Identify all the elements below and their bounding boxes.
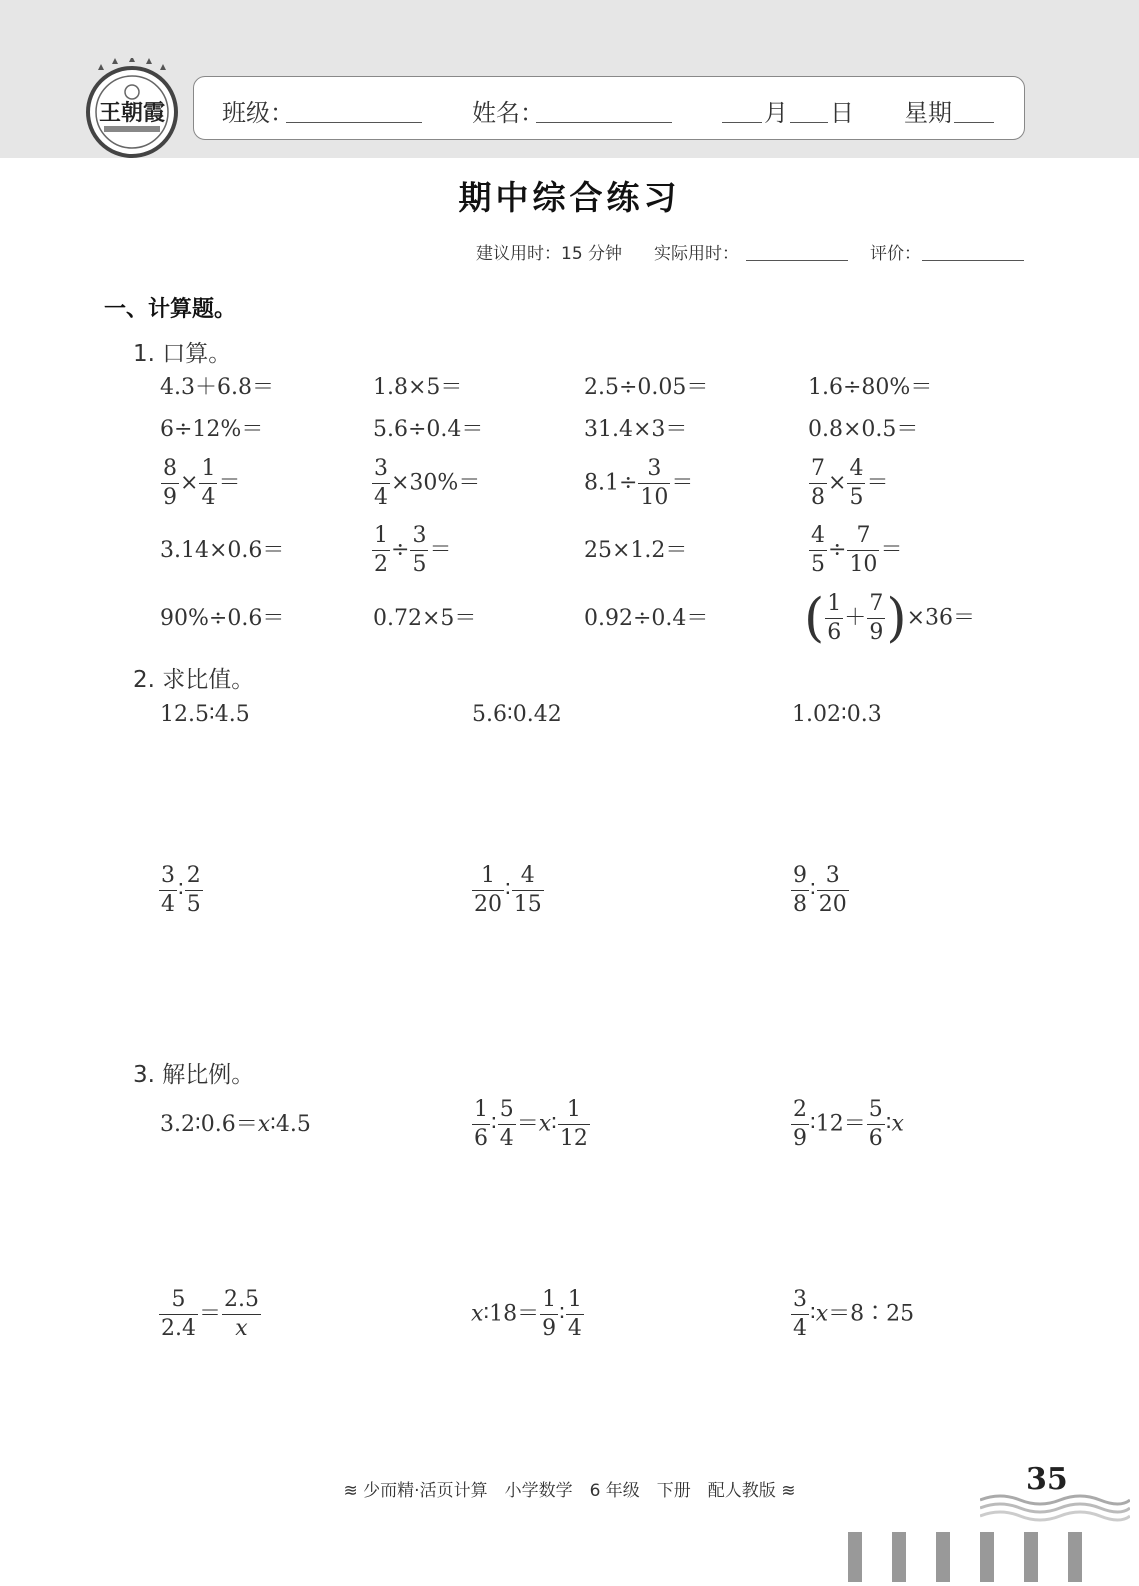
week-label: 星期 [904, 99, 952, 127]
expr-4-4: $\frac{4}{5}$ ÷ $\frac{7}{10}$ ＝ [811, 523, 903, 577]
fraction: $\frac{7}{8}$ [811, 456, 825, 510]
section-title: 一、计算题。 [104, 297, 237, 322]
proportion-4: $\frac{5}{2.4}$ ＝ $\frac{2.5}{x}$ [161, 1287, 260, 1341]
expr-5-4: ( $\frac{1}{6}$ ＋ $\frac{7}{9}$ )×36＝ [804, 588, 976, 649]
ratio-6: $\frac{9}{8}$ ∶ $\frac{3}{20}$ [793, 863, 847, 917]
fraction: $\frac{4}{5}$ [849, 456, 864, 510]
ratio-4: $\frac{3}{4}$ ∶ $\frac{2}{5}$ [161, 863, 201, 917]
proportion-6: $\frac{3}{4}$ ∶x＝8∶25 [793, 1287, 915, 1341]
expr-2-3: 31.4×3＝ [584, 417, 688, 442]
ratio-5: $\frac{1}{20}$ ∶ $\frac{4}{15}$ [474, 863, 542, 917]
fraction: $\frac{9}{8}$ [793, 863, 807, 917]
fraction: $\frac{1}{2}$ [374, 523, 388, 577]
name-label: 姓名： [472, 99, 544, 127]
fraction: $\frac{3}{5}$ [412, 523, 427, 577]
fraction: $\frac{1}{4}$ [567, 1287, 582, 1341]
fraction: $\frac{2}{5}$ [186, 863, 201, 917]
expr-1-1: 4.3＋6.8＝ [160, 375, 274, 400]
class-label: 班级： [222, 99, 294, 127]
part2-title: 2. 求比值。 [133, 667, 255, 693]
fraction: $\frac{7}{9}$ [869, 591, 884, 645]
proportion-3: $\frac{2}{9}$ ∶12＝ $\frac{5}{6}$ ∶x [793, 1097, 904, 1151]
rating-label: 评价： [870, 244, 921, 264]
fraction: $\frac{3}{4}$ [793, 1287, 807, 1341]
expr-5-3: 0.92÷0.4＝ [584, 606, 709, 631]
expr-3-1: $\frac{8}{9}$ × $\frac{1}{4}$ ＝ [163, 456, 241, 510]
fraction: $\frac{1}{4}$ [201, 456, 216, 510]
fraction: $\frac{2}{9}$ [793, 1097, 807, 1151]
expr-5-1: 90%÷0.6＝ [160, 606, 285, 631]
expr-4-1: 3.14×0.6＝ [160, 538, 285, 563]
fraction: $\frac{1}{6}$ [474, 1097, 488, 1151]
fraction: $\frac{3}{4}$ [161, 863, 175, 917]
expr-3-4: $\frac{7}{8}$ × $\frac{4}{5}$ ＝ [811, 456, 889, 510]
part3-title: 3. 解比例。 [133, 1062, 255, 1088]
expr-5-2: 0.72×5＝ [373, 606, 477, 631]
expr-3-2: $\frac{3}{4}$ ×30%＝ [374, 456, 481, 510]
page-number: 35 [1026, 1462, 1068, 1497]
day-blank[interactable] [790, 122, 828, 123]
class-blank[interactable] [286, 122, 422, 123]
fraction: $\frac{3}{10}$ [640, 456, 669, 510]
fraction: $\frac{4}{5}$ [811, 523, 825, 577]
brand-logo [84, 58, 180, 158]
actual-time-blank[interactable] [746, 260, 848, 261]
expr-2-4: 0.8×0.5＝ [808, 417, 919, 442]
fraction: $\frac{1}{20}$ [474, 863, 502, 917]
suggested-time: 建议用时：15 分钟 [476, 244, 623, 264]
fraction: $\frac{5}{4}$ [499, 1097, 514, 1151]
fraction: $\frac{5}{6}$ [868, 1097, 883, 1151]
month-blank[interactable] [722, 122, 762, 123]
expr-3-3: 8.1÷ $\frac{3}{10}$ ＝ [584, 456, 694, 510]
proportion-1: 3.2∶0.6＝x∶4.5 [160, 1112, 311, 1137]
fraction: $\frac{8}{9}$ [163, 456, 177, 510]
proportion-5: x∶18＝ $\frac{1}{9}$ ∶ $\frac{1}{4}$ [471, 1287, 582, 1341]
month-label: 月 [764, 99, 788, 127]
expr-4-3: 25×1.2＝ [584, 538, 688, 563]
expr-1-2: 1.8×5＝ [373, 375, 463, 400]
fraction: $\frac{3}{4}$ [374, 456, 388, 510]
fraction: $\frac{2.5}{x}$ [224, 1287, 260, 1341]
expr-2-1: 6÷12%＝ [160, 417, 264, 442]
student-info-box [193, 76, 1025, 140]
name-blank[interactable] [536, 122, 672, 123]
proportion-2: $\frac{1}{6}$ ∶ $\frac{5}{4}$ ＝x∶ $\frac{1}{12}$ [474, 1097, 588, 1151]
expr-2-2: 5.6÷0.4＝ [373, 417, 484, 442]
part1-title: 1. 口算。 [133, 341, 232, 367]
fraction: $\frac{7}{10}$ [849, 523, 878, 577]
logo-text: 王朝霞 [98, 100, 166, 126]
fraction: $\frac{4}{15}$ [513, 863, 542, 917]
actual-time-label: 实际用时： [654, 244, 739, 264]
ratio-1: 12.5∶4.5 [160, 702, 250, 727]
week-blank[interactable] [954, 122, 994, 123]
expr-1-4: 1.6÷80%＝ [808, 375, 933, 400]
day-label: 日 [830, 99, 854, 127]
rating-blank[interactable] [922, 260, 1024, 261]
fraction: $\frac{5}{2.4}$ [161, 1287, 196, 1341]
fraction: $\frac{3}{20}$ [818, 863, 847, 917]
fraction: $\frac{1}{9}$ [542, 1287, 557, 1341]
page-title: 期中综合练习 [458, 178, 681, 217]
wave-decoration [980, 1486, 1130, 1526]
footer-text: ≋ 少而精·活页计算 小学数学 6 年级 下册 配人教版 ≋ [343, 1481, 796, 1501]
bar-decoration [848, 1532, 1088, 1582]
expr-1-3: 2.5÷0.05＝ [584, 375, 709, 400]
ratio-3: 1.02∶0.3 [792, 702, 882, 727]
expr-4-2: $\frac{1}{2}$ ÷ $\frac{3}{5}$ ＝ [374, 523, 452, 577]
fraction: $\frac{1}{6}$ [827, 591, 842, 645]
fraction: $\frac{1}{12}$ [559, 1097, 588, 1151]
ratio-2: 5.6∶0.42 [472, 702, 562, 727]
